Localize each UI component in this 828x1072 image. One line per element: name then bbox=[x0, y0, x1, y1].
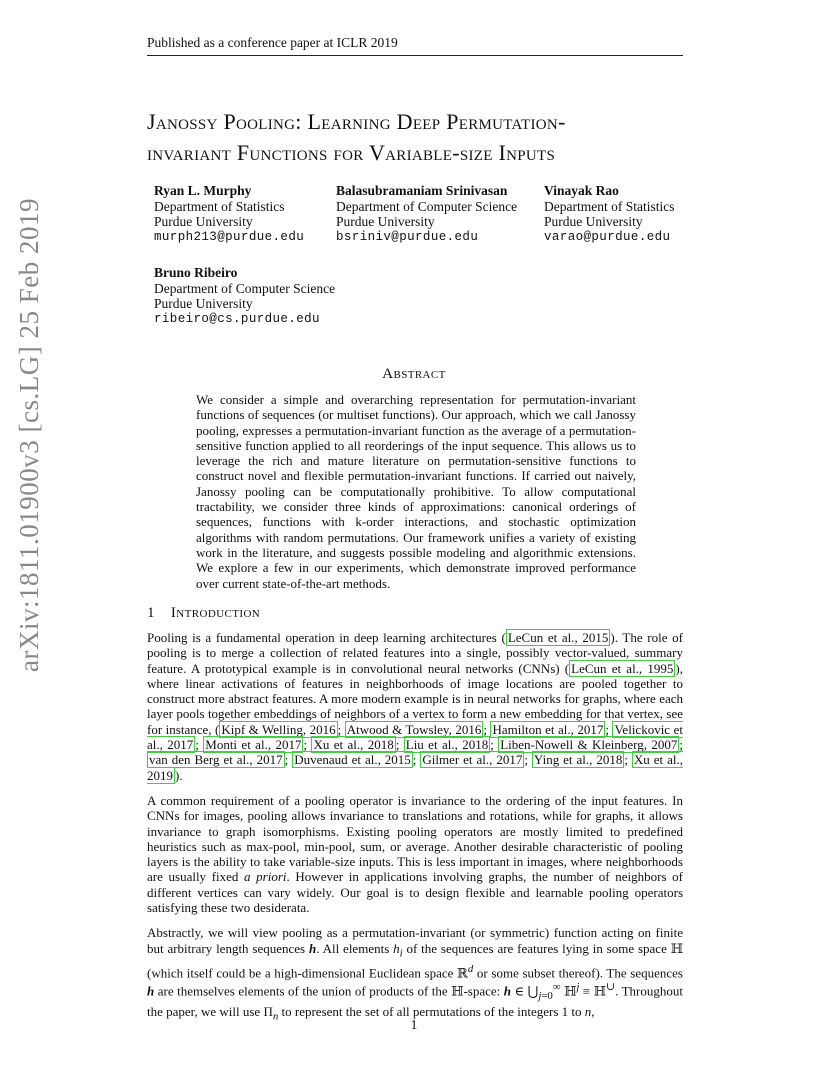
abstract-text: We consider a simple and overarching representation for permutation-invariant functions of sequences (or multiset functions). Our approach, which we call Janossy pooling, expresses a permutation-invariant function as the average of a permutation-sensitive function applied to all reorderings of the input sequence. This allows us to leverage the rich and mature literature on permutation-sensitive functions to construct novel and flexible permutation-invariant functions. If carried out naively, Janossy pooling can be computationally prohibitive. To allow computational tractability, we consider three kinds of approximations: canonical orderings of sequences, functions with k-order interactions, and stochastic optimization algorithms with random permutations. Our framework unifies a variety of existing work in the literature, and suggests possible modeling and algorithmic extensions. We explore a few in our experiments, which demonstrate improved performance over current state-of-the-art methods. bbox=[196, 392, 636, 591]
citation-link[interactable]: Velickovic et al., 2017 bbox=[147, 721, 683, 753]
author-3 bbox=[544, 183, 674, 245]
title-line-2: invariant Functions for Variable-size Inputs bbox=[147, 140, 556, 165]
author-1 bbox=[154, 183, 304, 245]
citation-link[interactable]: Liu et al., 2018 bbox=[405, 737, 489, 753]
author-4 bbox=[154, 265, 335, 327]
author-dept: Department of Computer Science bbox=[336, 198, 518, 214]
author-dept: Department of Computer Science bbox=[154, 280, 336, 296]
citation-link[interactable]: Hamilton et al., 2017 bbox=[492, 721, 604, 737]
section-heading bbox=[147, 605, 260, 622]
author-name: Vinayak Rao bbox=[544, 183, 619, 198]
abstract-body bbox=[196, 392, 636, 591]
author-dept: Department of Statistics bbox=[154, 198, 285, 214]
author-email[interactable]: bsriniv@purdue.edu bbox=[336, 229, 479, 244]
author-email[interactable]: murph213@purdue.edu bbox=[154, 229, 305, 244]
paper-title bbox=[147, 106, 687, 168]
author-email[interactable]: varao@purdue.edu bbox=[544, 229, 671, 244]
citation-link[interactable]: Liben-Nowell & Kleinberg, 2007 bbox=[500, 737, 678, 753]
citation-link[interactable]: Xu et al., 2019 bbox=[147, 752, 683, 783]
citation-link[interactable]: Kipf & Welling, 2016 bbox=[221, 721, 336, 737]
paragraph-1: Pooling is a fundamental operation in deep learning architectures ( LeCun et al., 2015 ). The role of pooling is to merge a collection of related features into a single, possibly vector-valued, summary feature. A prototypical example is in convolutional neural networks (CNNs) ( LeCun et al., 1995 ), where linear activations of features in neighborhoods of image locations are pooled together to construct more abstract features. A more modern example is in neural networks for graphs, where each layer pools together embeddings of neighbors of a vertex to form a new embedding for that vertex, see for instance, ( Kipf & Welling, 2016 ; Atwood & Towsley, 2016 ; Hamilton et al., 2017 ; Velickovic et al., 2017 ; Monti et al., 2017 ; Xu et al., 2018 ; Liu et al., 2018 ; Liben-Nowell & Kleinberg, 2007 ; van den Berg et al., 2017 ; Duvenaud et al., 2015 ; Gilmer et al., 2017 ; Ying et al., 2018 ; Xu et al., 2019 ). bbox=[147, 630, 683, 783]
author-univ: Purdue University bbox=[154, 296, 253, 311]
author-2 bbox=[336, 183, 517, 245]
arxiv-stamp: arXiv:1811.01900v3 [cs.LG] 25 Feb 2019 bbox=[14, 198, 44, 672]
section-body bbox=[147, 630, 683, 1035]
citation-link[interactable]: LeCun et al., 1995 bbox=[571, 660, 674, 676]
author-name: Balasubramaniam Srinivasan bbox=[336, 183, 508, 198]
author-univ: Purdue University bbox=[544, 214, 643, 229]
author-email[interactable]: ribeiro@cs.purdue.edu bbox=[154, 311, 320, 326]
author-univ: Purdue University bbox=[154, 214, 253, 229]
section-number: 1 bbox=[147, 605, 155, 621]
author-name: Ryan L. Murphy bbox=[154, 183, 252, 198]
title-line-1: Janossy Pooling: Learning Deep Permutation- bbox=[147, 109, 566, 134]
citation-link[interactable]: Xu et al., 2018 bbox=[313, 737, 394, 753]
citation-link[interactable]: Atwood & Towsley, 2016 bbox=[346, 721, 482, 737]
author-name: Bruno Ribeiro bbox=[154, 265, 238, 280]
running-header: Published as a conference paper at ICLR 2019 bbox=[147, 35, 683, 56]
abstract-heading: Abstract bbox=[382, 366, 446, 382]
author-univ: Purdue University bbox=[336, 214, 435, 229]
author-dept: Department of Statistics bbox=[544, 198, 675, 214]
citation-link[interactable]: Gilmer et al., 2017 bbox=[422, 752, 523, 768]
citation-link[interactable]: van den Berg et al., 2017 bbox=[149, 752, 283, 768]
citation-link[interactable]: LeCun et al., 2015 bbox=[507, 630, 609, 645]
section-title: Introduction bbox=[170, 605, 261, 621]
citation-link[interactable]: Monti et al., 2017 bbox=[205, 737, 302, 753]
page-number: 1 bbox=[410, 1017, 418, 1032]
paragraph-2: A common requirement of a pooling operator is invariance to the ordering of the input features. In CNNs for images, pooling allows invariance to translations and rotations, while for graphs, it allows invariance to graph isomorphisms. Existing pooling operators are mostly limited to predefined heuristics such as max-pool, min-pool, sum, or average. Another desirable characteristic of pooling layers is the ability to take variable-size inputs. This is less important in images, where neighborhoods are usually fixed a priori. However in applications involving graphs, the number of neighbors of different vertices can vary widely. Our goal is to design flexible and learnable pooling operators satisfying these two desiderata. bbox=[147, 792, 683, 916]
citation-link[interactable]: Duvenaud et al., 2015 bbox=[294, 752, 411, 768]
paragraph-3: Abstractly, we will view pooling as a permutation-invariant (or symmetric) function acting on finite but arbitrary length sequences h. All elements $h_i$ of the sequences are features lying in some space ℍ (which itself could be a high-dimensional Euclidean space ℝ$^d$ or some subset thereof). The sequences h are themselves elements of the union of products of the ℍ-space: h ∈ $⋃_{j=0}^\infty$ ℍ$^j$ ≡ ℍ∪. Throughout the paper, we will use $\Pi_n$ to represent the set of all permutations of the integers 1 to n, bbox=[147, 925, 683, 1023]
citation-link[interactable]: Ying et al., 2018 bbox=[533, 752, 623, 768]
